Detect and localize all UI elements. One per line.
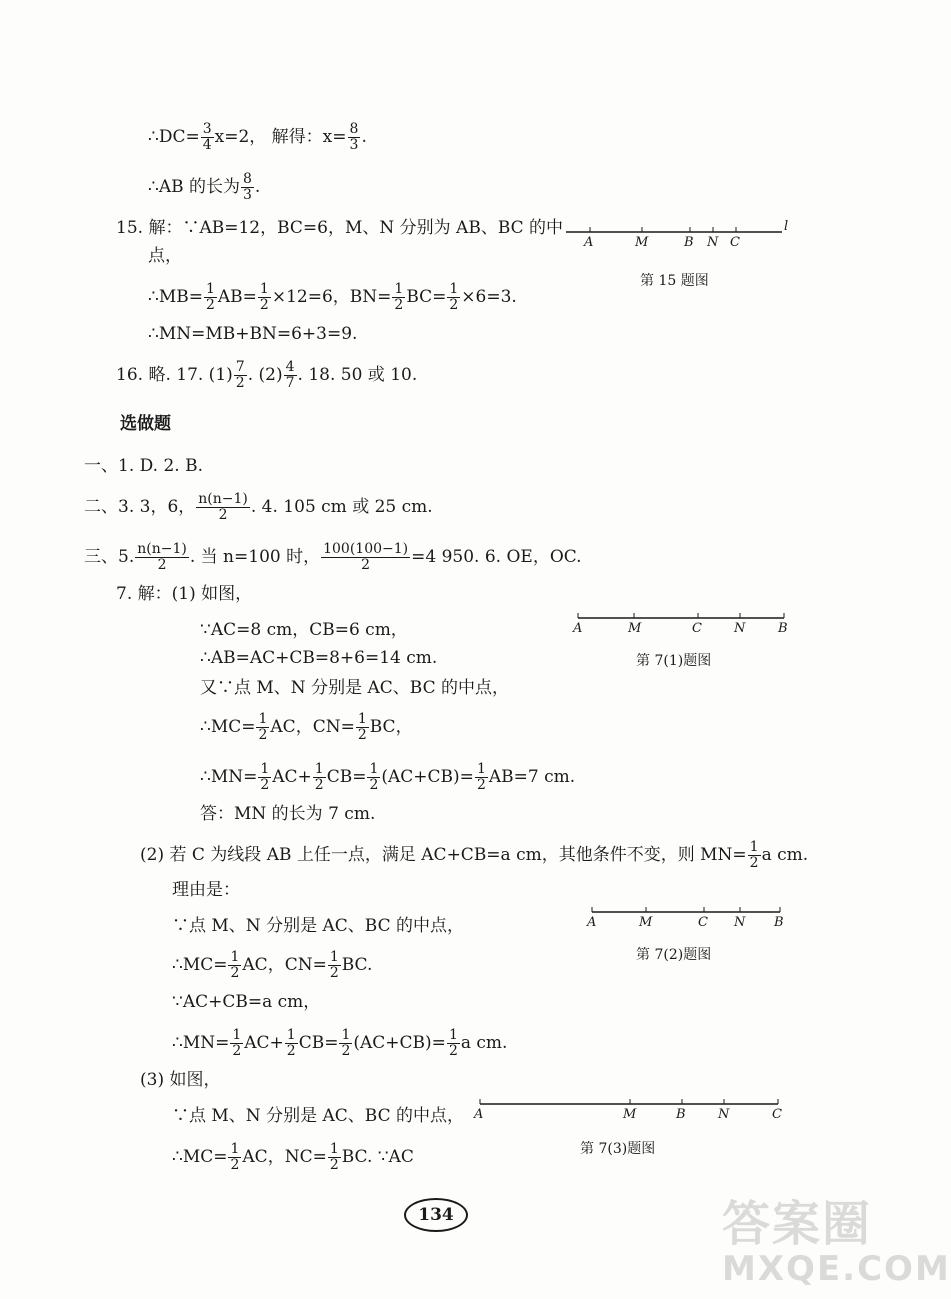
tick-a	[572, 613, 582, 636]
q7-line4: 又∵点 M、N 分别是 AC、BC 的中点，	[200, 678, 509, 698]
q16-18-line: 16. 略. 17. (1) $\frac{7}{2}$ . (2) $\frac{4}{7}$ . 18. 50 或 10.	[116, 359, 418, 391]
q72-line5: ∵AC+CB=a cm，	[172, 992, 321, 1012]
q72-line6: ∴MN= $\frac{1}{2}$ AC+ $\frac{1}{2}$ CB= $\frac{1}{2}$ (AC+CB)= $\frac{1}{2}$ a cm.	[172, 1027, 508, 1059]
tick-b	[683, 227, 694, 250]
tick-m	[634, 227, 649, 250]
svg-text:C: C	[698, 915, 708, 930]
label-l: l	[784, 219, 789, 234]
fraction: $\frac{8}{3}$	[243, 171, 252, 203]
tick-n	[733, 907, 746, 930]
figure-15	[560, 214, 800, 256]
tick-n	[706, 227, 719, 250]
q73-line1: (3) 如图，	[140, 1070, 221, 1090]
s3-line: 三、5. $\frac{n(n-1)}{2}$ . 当 n=100 时， $\frac{100(100-1)}{2}$ =4 950. 6. OE，OC.	[84, 541, 582, 573]
svg-text:C: C	[772, 1107, 782, 1122]
tick-a	[583, 227, 593, 250]
svg-text:A: A	[573, 621, 583, 636]
figure-7-1-caption: 第 7(1)题图	[636, 653, 712, 669]
s2-line: 二、3. 3，6， $\frac{n(n-1)}{2}$ . 4. 105 cm 或 25 cm.	[84, 491, 433, 523]
svg-text:A: A	[474, 1107, 484, 1122]
fraction: $\frac{8}{3}$	[349, 121, 359, 153]
tick-a	[586, 907, 596, 930]
q7-line2: ∵AC=8 cm，CB=6 cm，	[200, 620, 408, 640]
s1-line: 一、1. D. 2. B.	[84, 456, 203, 476]
figure-7-2	[582, 902, 802, 938]
q73-line3: ∴MC= $\frac{1}{2}$ AC，NC= $\frac{1}{2}$ BC. ∵AC	[172, 1141, 414, 1173]
svg-text:M: M	[635, 235, 649, 250]
tick-b	[675, 1099, 686, 1122]
watermark-logo: 答案圈 MXQE.COM	[722, 1196, 951, 1289]
fraction: $\frac{3}{4}$	[202, 121, 212, 153]
q72-line3: ∵点 M、N 分别是 AC、BC 的中点，	[172, 916, 464, 936]
svg-text:N: N	[707, 235, 719, 250]
tick-n	[717, 1099, 730, 1122]
q7-answer: 答：MN 的长为 7 cm.	[200, 804, 376, 824]
figure-7-2-caption: 第 7(2)题图	[636, 947, 712, 963]
figure-7-1	[568, 608, 798, 644]
tick-n	[733, 613, 746, 636]
tick-m	[627, 613, 642, 636]
q15-line1: 15. 解：∵AB=12，BC=6，M、N 分别为 AB、BC 的中	[116, 218, 564, 238]
q15-line3: ∴MB= $\frac{1}{2}$ AB= $\frac{1}{2}$ ×12=6，BN= $\frac{1}{2}$ BC= $\frac{1}{2}$ ×6=3.	[148, 281, 517, 313]
svg-text:N: N	[734, 915, 746, 930]
svg-text:B: B	[684, 235, 694, 250]
q72-line2: 理由是：	[172, 880, 240, 900]
tick-b	[777, 613, 788, 636]
q72-line1: (2) 若 C 为线段 AB 上任一点，满足 AC+CB=a cm，其他条件不变，则 MN= $\frac{1}{2}$ a cm.	[140, 839, 809, 871]
tick-c	[692, 613, 702, 636]
q15-line4: ∴MN=MB+BN=6+3=9.	[148, 324, 358, 344]
q72-line4: ∴MC= $\frac{1}{2}$ AC，CN= $\frac{1}{2}$ BC.	[172, 949, 373, 981]
q15-line2: 点，	[148, 246, 182, 266]
line-ab-length: ∴AB 的长为 $\frac{8}{3}$ .	[148, 171, 261, 203]
svg-text:B: B	[676, 1107, 686, 1122]
q73-line2: ∵点 M、N 分别是 AC、BC 的中点，	[172, 1106, 464, 1126]
svg-text:N: N	[734, 621, 746, 636]
svg-text:B: B	[774, 915, 784, 930]
svg-text:M: M	[639, 915, 653, 930]
svg-text:M: M	[623, 1107, 637, 1122]
tick-c	[772, 1099, 782, 1122]
q7-line1: 7. 解：(1) 如图，	[116, 584, 253, 604]
figure-7-3	[468, 1094, 798, 1130]
q7-line3: ∴AB=AC+CB=8+6=14 cm.	[200, 648, 438, 668]
svg-text:A: A	[584, 235, 594, 250]
figure-7-3-caption: 第 7(3)题图	[580, 1141, 656, 1157]
line-dc: ∴DC= $\frac{3}{4}$ x=2， 解得：x= $\frac{8}{3}$ .	[148, 121, 367, 153]
tick-a	[473, 1099, 483, 1122]
tick-c	[698, 907, 708, 930]
tick-c	[730, 227, 740, 250]
section-title: 选做题	[120, 414, 171, 434]
figure-15-caption: 第 15 题图	[640, 273, 709, 289]
svg-text:N: N	[718, 1107, 730, 1122]
svg-text:B: B	[778, 621, 788, 636]
svg-text:M: M	[628, 621, 642, 636]
svg-text:A: A	[587, 915, 597, 930]
svg-text:C: C	[692, 621, 702, 636]
page-number: 134	[404, 1198, 468, 1232]
q7-line6: ∴MN= $\frac{1}{2}$ AC+ $\frac{1}{2}$ CB= $\frac{1}{2}$ (AC+CB)= $\frac{1}{2}$ AB=7 cm.	[200, 761, 576, 793]
tick-m	[638, 907, 653, 930]
tick-b	[773, 907, 784, 930]
svg-text:C: C	[730, 235, 740, 250]
tick-m	[622, 1099, 637, 1122]
q7-line5: ∴MC= $\frac{1}{2}$ AC，CN= $\frac{1}{2}$ BC，	[200, 711, 413, 743]
